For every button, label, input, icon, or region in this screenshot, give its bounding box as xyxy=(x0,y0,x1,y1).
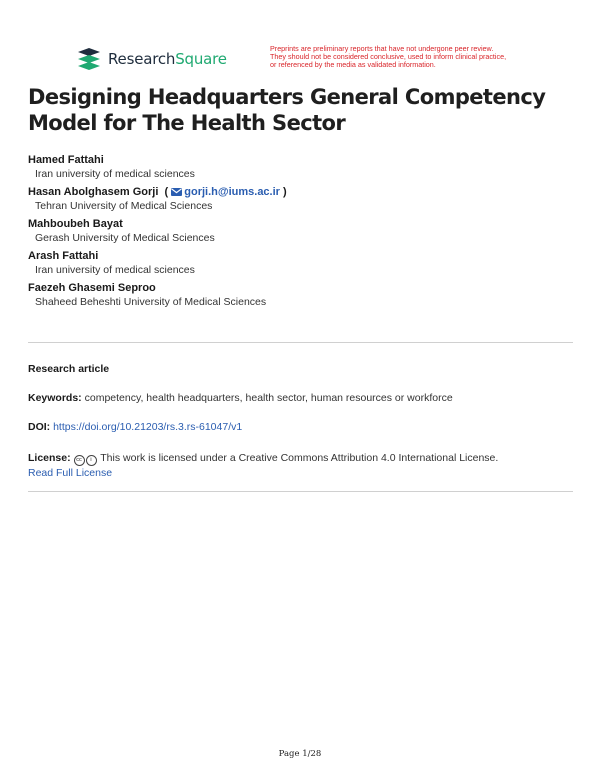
author-name: Hasan Abolghasem Gorji xyxy=(28,186,159,198)
section-divider xyxy=(28,342,573,343)
author-name: Mahboubeh Bayat xyxy=(28,218,123,230)
disclaimer-line: or referenced by the media as validated information. xyxy=(270,60,436,70)
preprint-disclaimer xyxy=(270,45,570,70)
author-affiliation: Iran university of medical sciences xyxy=(35,264,195,276)
author-list xyxy=(28,153,568,313)
envelope-icon xyxy=(171,188,182,196)
logo[interactable] xyxy=(76,46,227,72)
author-affiliation: Gerash University of Medical Sciences xyxy=(35,232,215,244)
logo-word-research: Research xyxy=(108,50,176,68)
section-divider xyxy=(28,491,573,492)
author-name: Faezeh Ghasemi Seproo xyxy=(28,282,156,294)
keywords-row xyxy=(28,391,573,406)
keywords-value: competency, health headquarters, health sector, human resources or workforce xyxy=(84,392,453,404)
doi-label: DOI: xyxy=(28,421,51,433)
email-wrapper: ( gorji.h@iums.ac.ir ) xyxy=(161,186,287,198)
author-item xyxy=(28,185,568,213)
paper-title: Designing Headquarters General Competency Model for The Health Sector xyxy=(28,85,546,135)
attribution-icon: i xyxy=(86,455,97,466)
page-number: Page 1/28 xyxy=(278,749,322,759)
license-row xyxy=(28,451,573,481)
logo-text xyxy=(108,50,227,68)
author-affiliation: Shaheed Beheshti University of Medical Sciences xyxy=(35,296,267,308)
disclaimer-line: They should not be considered conclusive, used to inform clinical practice, xyxy=(270,52,507,62)
author-item xyxy=(28,153,568,181)
author-item xyxy=(28,281,568,309)
logo-word-square: Square xyxy=(175,50,227,68)
author-affiliation: Iran university of medical sciences xyxy=(35,168,195,180)
author-name: Hamed Fattahi xyxy=(28,154,104,166)
article-type-label: Research article xyxy=(28,363,110,375)
license-text: This work is licensed under a Creative Commons Attribution 4.0 International License. xyxy=(100,452,499,464)
doi-link[interactable]: https://doi.org/10.21203/rs.3.rs-61047/v1 xyxy=(53,421,243,433)
read-full-license-link[interactable]: Read Full License xyxy=(28,467,113,479)
author-item xyxy=(28,249,568,277)
author-name-with-email xyxy=(28,185,568,199)
research-square-logo-icon xyxy=(76,46,102,72)
disclaimer-line: Preprints are preliminary reports that have not undergone peer review. xyxy=(270,44,494,53)
creative-commons-icon: cc xyxy=(74,455,85,466)
author-affiliation: Tehran University of Medical Sciences xyxy=(35,200,213,212)
author-item xyxy=(28,217,568,245)
keywords-label: Keywords: xyxy=(28,392,82,404)
author-name: Arash Fattahi xyxy=(28,250,99,262)
article-type xyxy=(28,362,573,377)
doi-row xyxy=(28,420,573,435)
author-email-link[interactable]: gorji.h@iums.ac.ir xyxy=(184,186,280,198)
license-label: License: xyxy=(28,452,71,464)
